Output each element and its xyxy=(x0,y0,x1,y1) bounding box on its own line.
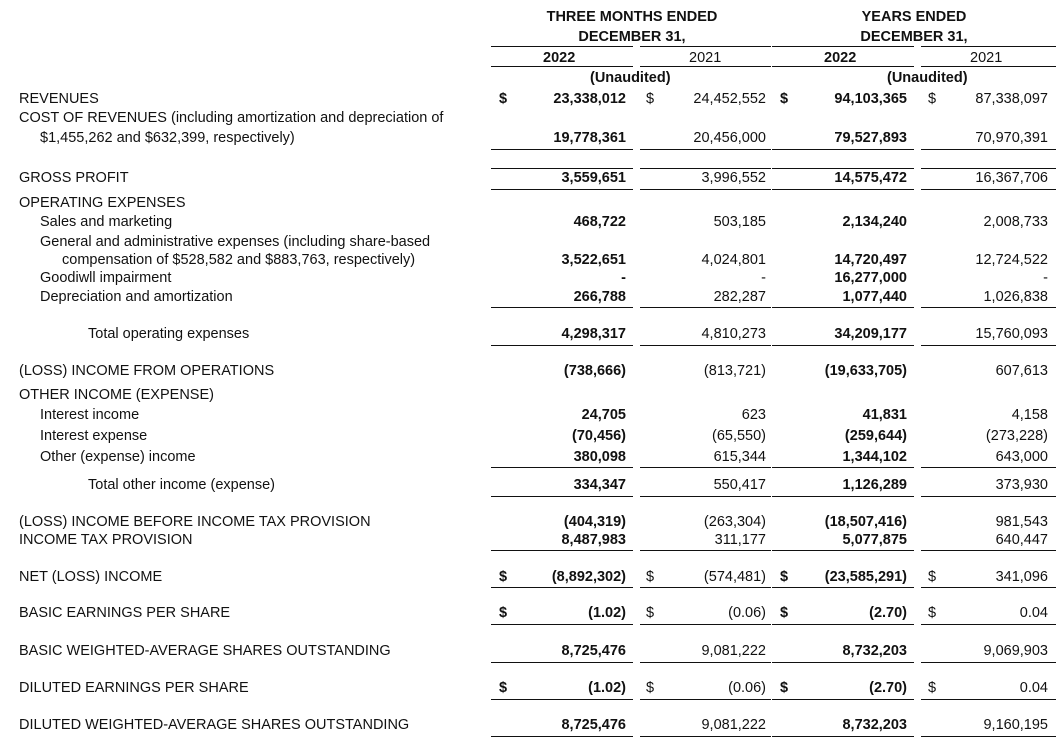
row-label: BASIC WEIGHTED-AVERAGE SHARES OUTSTANDING xyxy=(19,643,391,659)
table-cell: 607,613 xyxy=(995,363,1048,379)
header-rule xyxy=(772,66,914,67)
row-rule xyxy=(640,467,771,468)
row-rule xyxy=(921,550,1056,551)
header-rule xyxy=(921,46,1056,47)
row-rule xyxy=(921,168,1056,169)
row-rule xyxy=(491,587,633,588)
table-cell: 4,024,801 xyxy=(701,252,766,268)
table-cell: 14,575,472 xyxy=(834,170,907,186)
row-rule xyxy=(640,624,771,625)
unaudited-label-y: (Unaudited) xyxy=(887,70,968,86)
table-cell: 79,527,893 xyxy=(834,130,907,146)
table-cell: 1,344,102 xyxy=(842,449,907,465)
row-rule xyxy=(772,624,914,625)
table-cell: 643,000 xyxy=(995,449,1048,465)
row-rule xyxy=(921,496,1056,497)
header-rule xyxy=(491,46,633,47)
row-rule xyxy=(921,467,1056,468)
dollar-sign: $ xyxy=(928,91,937,107)
table-cell: 1,077,440 xyxy=(842,289,907,305)
row-rule xyxy=(640,307,771,308)
row-rule xyxy=(772,149,914,150)
table-cell: 550,417 xyxy=(713,477,766,493)
header-rule xyxy=(640,66,771,67)
table-cell: (23,585,291) xyxy=(824,569,907,585)
row-rule xyxy=(491,550,633,551)
table-cell: 3,522,651 xyxy=(561,252,626,268)
dollar-sign: $ xyxy=(646,680,655,696)
table-cell: 8,732,203 xyxy=(842,643,907,659)
row-rule xyxy=(921,624,1056,625)
dollar-sign: $ xyxy=(780,91,789,107)
table-cell: 15,760,093 xyxy=(975,326,1048,342)
table-cell: (2.70) xyxy=(869,605,907,621)
table-cell: 9,081,222 xyxy=(701,643,766,659)
row-label: General and administrative expenses (including share-based xyxy=(40,234,431,250)
table-cell: 8,732,203 xyxy=(842,717,907,733)
row-label: Depreciation and amortization xyxy=(40,289,233,305)
table-cell: 615,344 xyxy=(713,449,766,465)
table-cell: 8,725,476 xyxy=(561,717,626,733)
row-rule xyxy=(772,189,914,190)
table-cell: 9,081,222 xyxy=(701,717,766,733)
table-cell: (404,319) xyxy=(563,514,626,530)
table-cell: 16,277,000 xyxy=(834,270,907,286)
row-label: $1,455,262 and $632,399, respectively) xyxy=(40,130,295,146)
row-rule xyxy=(772,550,914,551)
row-rule xyxy=(491,496,633,497)
table-cell: 282,287 xyxy=(713,289,766,305)
table-cell: - xyxy=(621,270,626,286)
table-cell: (19,633,705) xyxy=(824,363,907,379)
row-rule xyxy=(921,662,1056,663)
row-rule xyxy=(772,496,914,497)
row-rule xyxy=(640,736,771,737)
row-rule xyxy=(772,699,914,700)
unaudited-label-q: (Unaudited) xyxy=(590,70,671,86)
header-rule xyxy=(772,46,914,47)
table-cell: (2.70) xyxy=(869,680,907,696)
table-cell: 266,788 xyxy=(573,289,626,305)
table-cell: 12,724,522 xyxy=(975,252,1048,268)
row-rule xyxy=(921,189,1056,190)
table-cell: 70,970,391 xyxy=(975,130,1048,146)
table-cell: - xyxy=(761,270,766,286)
row-rule xyxy=(491,736,633,737)
table-cell: 623 xyxy=(741,407,766,423)
dollar-sign: $ xyxy=(646,605,655,621)
row-rule xyxy=(772,736,914,737)
row-rule xyxy=(491,624,633,625)
row-label: DILUTED WEIGHTED-AVERAGE SHARES OUTSTANDING xyxy=(19,717,410,733)
row-rule xyxy=(772,168,914,169)
table-cell: 468,722 xyxy=(573,214,626,230)
table-cell: 87,338,097 xyxy=(975,91,1048,107)
table-cell: 94,103,365 xyxy=(834,91,907,107)
header-three-months-line2: DECEMBER 31, xyxy=(578,29,686,45)
table-cell: (18,507,416) xyxy=(824,514,907,530)
row-label: REVENUES xyxy=(19,91,99,107)
row-rule xyxy=(772,345,914,346)
table-cell: 311,177 xyxy=(714,532,766,548)
row-rule xyxy=(921,307,1056,308)
row-rule xyxy=(640,587,771,588)
table-cell: 9,160,195 xyxy=(983,717,1048,733)
table-cell: 8,725,476 xyxy=(561,643,626,659)
row-rule xyxy=(772,307,914,308)
table-cell: (738,666) xyxy=(563,363,626,379)
row-label: OPERATING EXPENSES xyxy=(19,195,186,211)
dollar-sign: $ xyxy=(928,605,937,621)
table-cell: 4,298,317 xyxy=(561,326,626,342)
dollar-sign: $ xyxy=(646,91,655,107)
row-rule xyxy=(640,168,771,169)
col-header-2022-y: 2022 xyxy=(824,50,857,66)
row-label: (LOSS) INCOME FROM OPERATIONS xyxy=(19,363,275,379)
table-cell: 373,930 xyxy=(995,477,1048,493)
dollar-sign: $ xyxy=(499,91,508,107)
table-cell: 981,543 xyxy=(995,514,1048,530)
table-cell: (65,550) xyxy=(711,428,766,444)
row-label: Total operating expenses xyxy=(88,326,250,342)
row-rule xyxy=(491,149,633,150)
row-label: OTHER INCOME (EXPENSE) xyxy=(19,387,214,403)
row-rule xyxy=(640,496,771,497)
row-rule xyxy=(491,699,633,700)
table-cell: (8,892,302) xyxy=(551,569,626,585)
col-header-2022-q: 2022 xyxy=(543,50,576,66)
row-label: Interest income xyxy=(40,407,140,423)
row-rule xyxy=(640,662,771,663)
table-cell: 8,487,983 xyxy=(561,532,626,548)
table-cell: 24,452,552 xyxy=(693,91,766,107)
table-cell: (574,481) xyxy=(703,569,766,585)
dollar-sign: $ xyxy=(928,680,937,696)
table-cell: 9,069,903 xyxy=(983,643,1048,659)
table-cell: 41,831 xyxy=(862,407,907,423)
table-cell: 20,456,000 xyxy=(693,130,766,146)
table-cell: (259,644) xyxy=(844,428,907,444)
table-cell: 14,720,497 xyxy=(834,252,907,268)
col-header-2021-y: 2021 xyxy=(970,50,1003,66)
header-rule xyxy=(491,66,633,67)
table-cell: (1.02) xyxy=(588,605,626,621)
row-label: BASIC EARNINGS PER SHARE xyxy=(19,605,231,621)
dollar-sign: $ xyxy=(499,680,508,696)
dollar-sign: $ xyxy=(499,605,508,621)
dollar-sign: $ xyxy=(646,569,655,585)
row-rule xyxy=(640,699,771,700)
table-cell: (813,721) xyxy=(703,363,766,379)
row-rule xyxy=(491,307,633,308)
table-cell: 2,008,733 xyxy=(983,214,1048,230)
row-rule xyxy=(640,550,771,551)
table-cell: 19,778,361 xyxy=(553,130,626,146)
table-cell: 5,077,875 xyxy=(842,532,907,548)
table-cell: 24,705 xyxy=(581,407,626,423)
row-rule xyxy=(491,189,633,190)
header-three-months-line1: THREE MONTHS ENDED xyxy=(546,9,718,25)
dollar-sign: $ xyxy=(928,569,937,585)
row-label: compensation of $528,582 and $883,763, respectively) xyxy=(62,252,416,268)
table-cell: 1,026,838 xyxy=(983,289,1048,305)
row-label: DILUTED EARNINGS PER SHARE xyxy=(19,680,249,696)
row-rule xyxy=(640,149,771,150)
table-cell: 23,338,012 xyxy=(553,91,626,107)
header-years-line2: DECEMBER 31, xyxy=(860,29,968,45)
row-label: NET (LOSS) INCOME xyxy=(19,569,163,585)
table-cell: 503,185 xyxy=(713,214,766,230)
dollar-sign: $ xyxy=(780,569,789,585)
row-rule xyxy=(921,149,1056,150)
header-years-line1: YEARS ENDED xyxy=(861,9,967,25)
row-label: INCOME TAX PROVISION xyxy=(19,532,193,548)
table-cell: - xyxy=(1043,270,1048,286)
table-cell: 4,810,273 xyxy=(701,326,766,342)
table-cell: 3,996,552 xyxy=(701,170,766,186)
dollar-sign: $ xyxy=(780,605,789,621)
row-rule xyxy=(772,587,914,588)
row-rule xyxy=(491,662,633,663)
table-cell: 4,158 xyxy=(1011,407,1048,423)
row-rule xyxy=(921,587,1056,588)
table-cell: 3,559,651 xyxy=(561,170,626,186)
col-header-2021-q: 2021 xyxy=(689,50,722,66)
row-label: Interest expense xyxy=(40,428,148,444)
row-label: GROSS PROFIT xyxy=(19,170,129,186)
dollar-sign: $ xyxy=(499,569,508,585)
table-cell: (263,304) xyxy=(703,514,766,530)
table-cell: (273,228) xyxy=(985,428,1048,444)
table-cell: 640,447 xyxy=(995,532,1048,548)
table-cell: (70,456) xyxy=(571,428,626,444)
row-rule xyxy=(640,189,771,190)
row-label: Sales and marketing xyxy=(40,214,173,230)
table-cell: 334,347 xyxy=(573,477,626,493)
row-rule xyxy=(772,662,914,663)
table-cell: 34,209,177 xyxy=(834,326,907,342)
table-cell: 341,096 xyxy=(995,569,1048,585)
row-label: Goodiwll impairment xyxy=(40,270,172,286)
row-label: COST OF REVENUES (including amortization and depreciation of xyxy=(19,110,444,126)
row-label: Total other income (expense) xyxy=(88,477,275,493)
row-label: Other (expense) income xyxy=(40,449,196,465)
row-label: (LOSS) INCOME BEFORE INCOME TAX PROVISION xyxy=(19,514,371,530)
table-cell: (1.02) xyxy=(588,680,626,696)
row-rule xyxy=(640,345,771,346)
table-cell: (0.06) xyxy=(728,680,766,696)
table-cell: (0.06) xyxy=(728,605,766,621)
table-cell: 16,367,706 xyxy=(975,170,1048,186)
table-cell: 2,134,240 xyxy=(842,214,907,230)
row-rule xyxy=(921,345,1056,346)
row-rule xyxy=(491,168,633,169)
header-rule xyxy=(921,66,1056,67)
dollar-sign: $ xyxy=(780,680,789,696)
row-rule xyxy=(921,736,1056,737)
table-cell: 380,098 xyxy=(573,449,626,465)
row-rule xyxy=(772,467,914,468)
row-rule xyxy=(921,699,1056,700)
header-rule xyxy=(640,46,771,47)
table-cell: 1,126,289 xyxy=(842,477,907,493)
table-cell: 0.04 xyxy=(1019,605,1048,621)
row-rule xyxy=(491,467,633,468)
row-rule xyxy=(491,345,633,346)
table-cell: 0.04 xyxy=(1019,680,1048,696)
